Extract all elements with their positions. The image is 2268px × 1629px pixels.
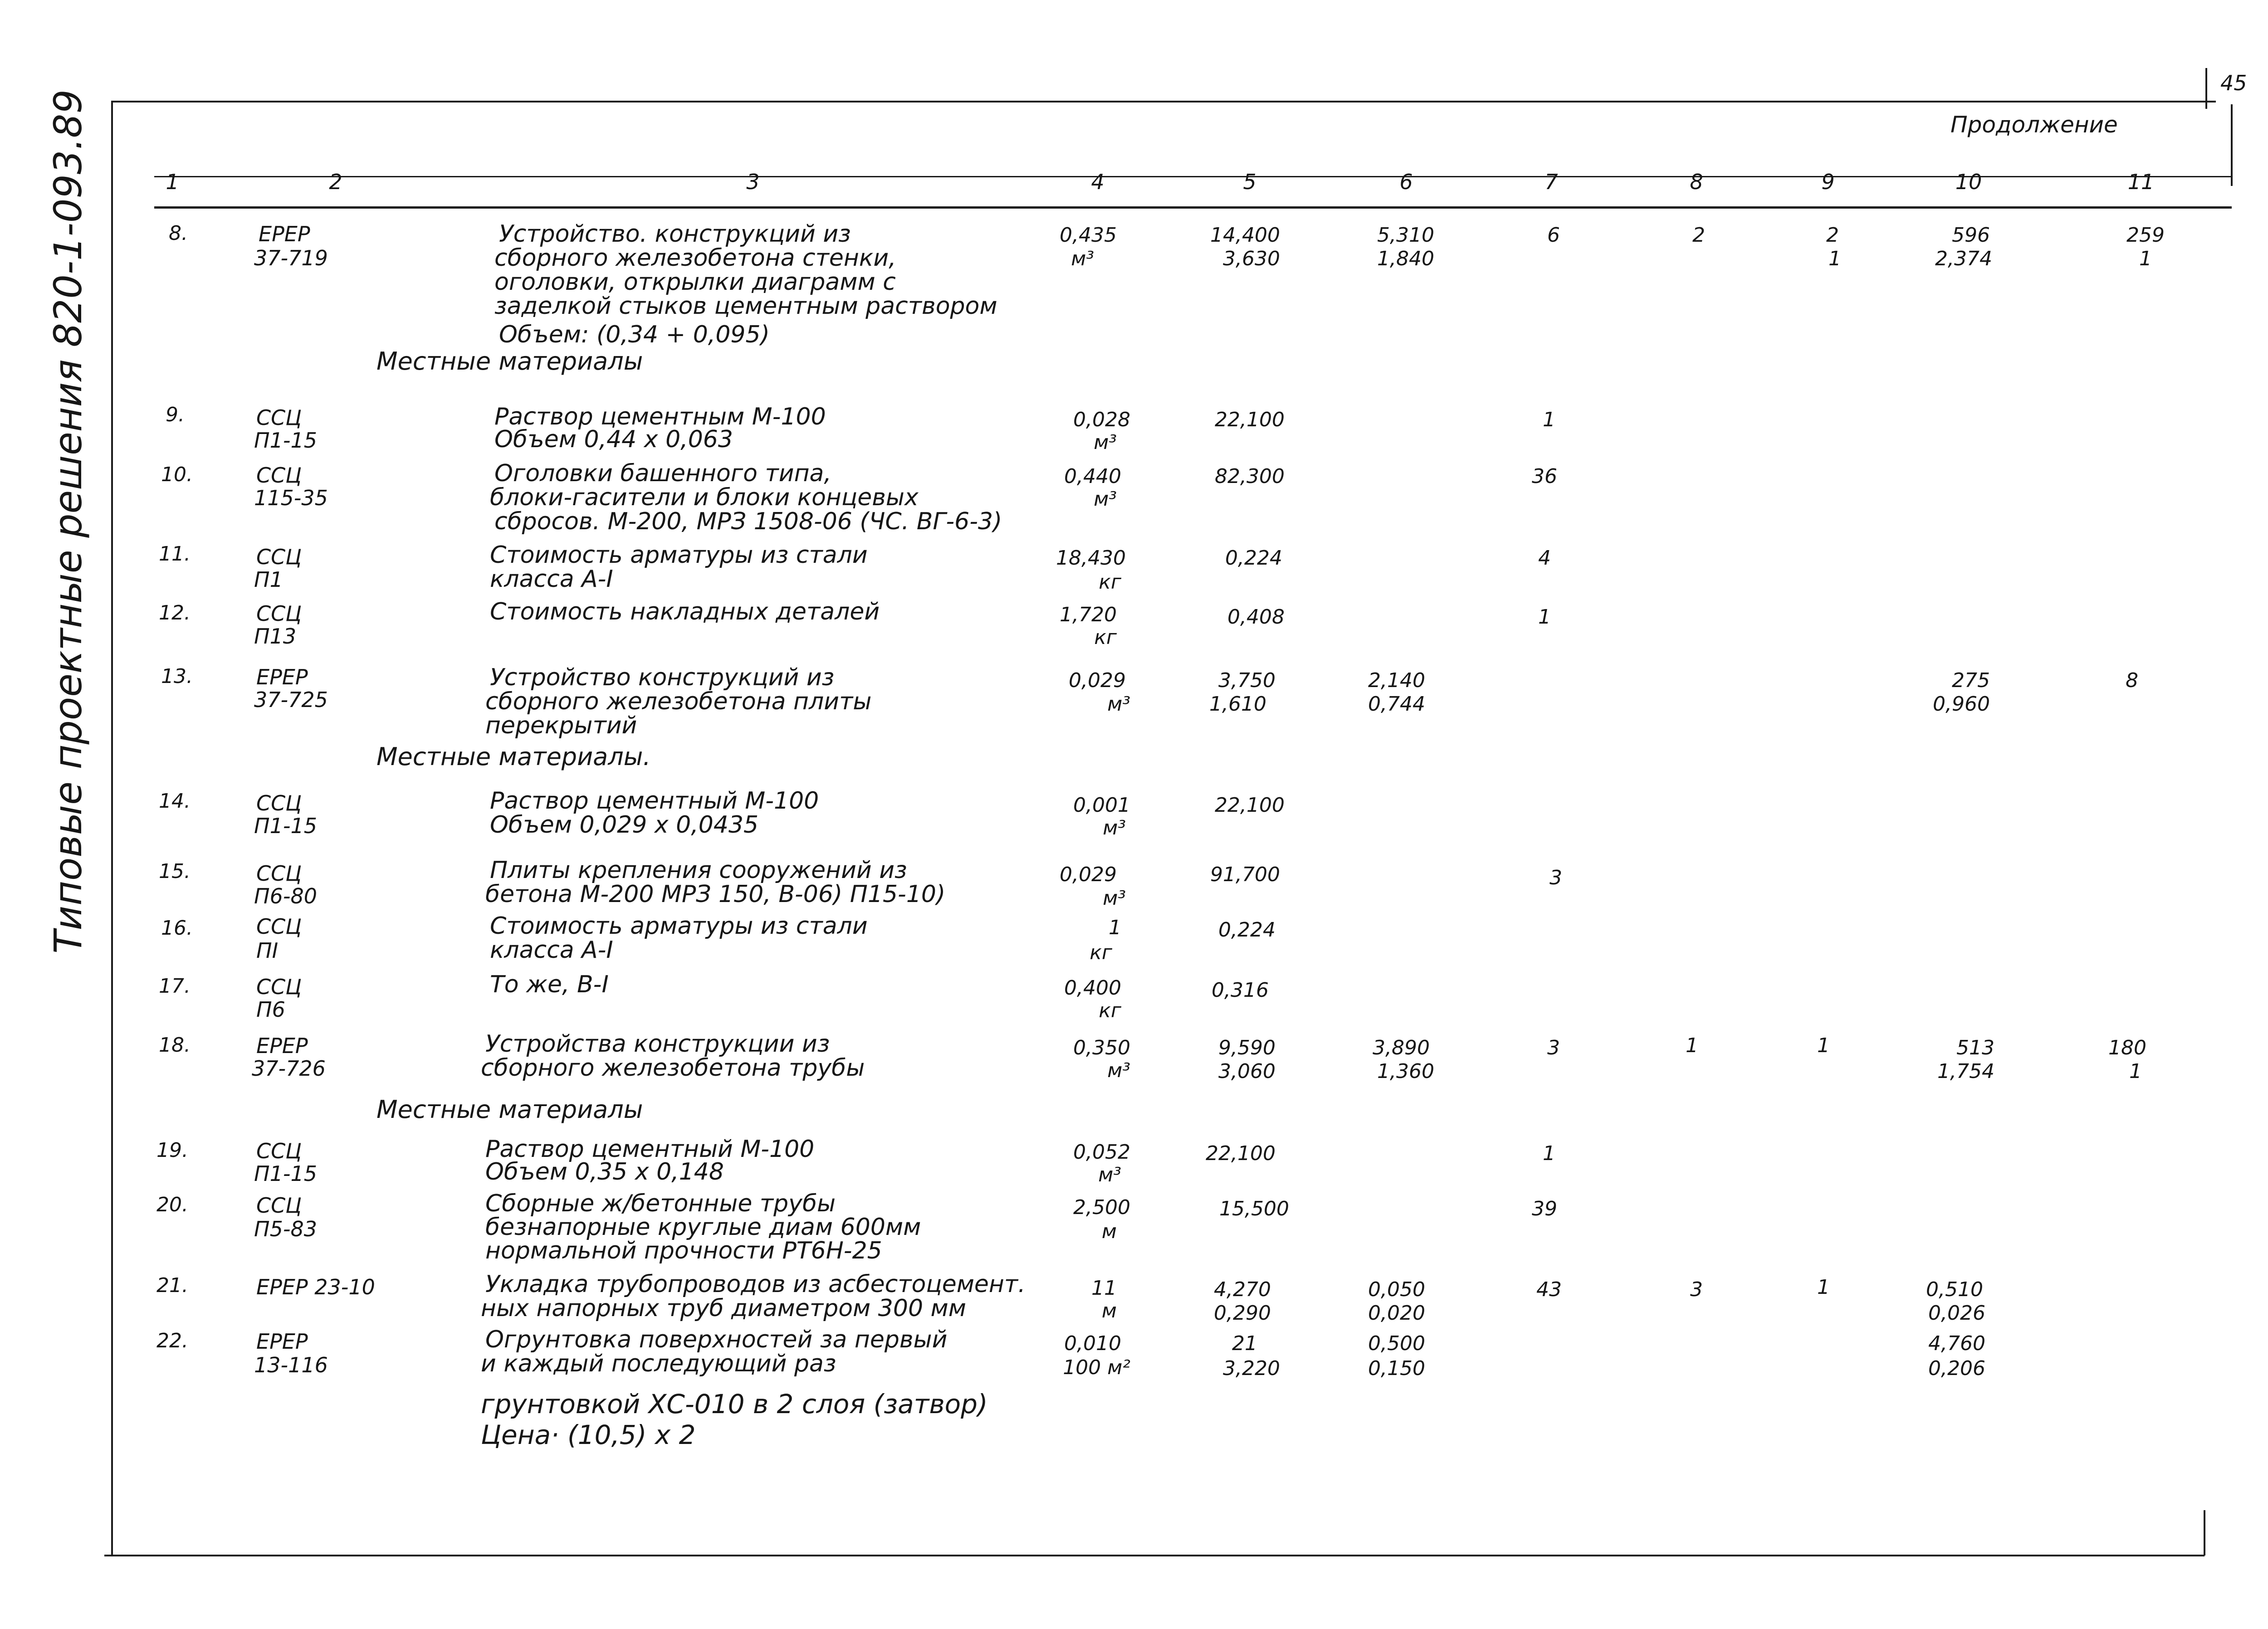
page-number-mark bbox=[2205, 68, 2207, 109]
col4-value: 0,052 bbox=[1073, 1141, 1130, 1164]
row-code: П1-15 bbox=[254, 428, 317, 453]
col5-value: 9,590 bbox=[1218, 1036, 1276, 1059]
row-code: ПI bbox=[256, 938, 279, 963]
col6-value: 1,360 bbox=[1377, 1060, 1434, 1083]
col5-value: 0,224 bbox=[1225, 546, 1282, 570]
row-description: оголовки, открылки диаграмм с bbox=[494, 268, 896, 296]
col4-unit: м³ bbox=[1094, 431, 1117, 454]
row-description: перекрытий bbox=[485, 712, 637, 739]
col5-value: 0,408 bbox=[1227, 605, 1285, 629]
col10-value: 1,754 bbox=[1937, 1060, 1994, 1083]
col8-value: 1 bbox=[1686, 1034, 1698, 1057]
col4-unit: м³ bbox=[1098, 1163, 1121, 1186]
row-description: Раствор цементный М-100 bbox=[490, 787, 819, 814]
col4-value: 0,029 bbox=[1060, 863, 1117, 886]
row-code: ССЦ bbox=[256, 1139, 302, 1163]
col6-value: 3,890 bbox=[1373, 1036, 1430, 1059]
row-description: заделкой стыков цементным раствором bbox=[494, 293, 997, 320]
row-code: П13 bbox=[254, 624, 297, 649]
col10-value: 0,960 bbox=[1933, 693, 1990, 716]
row-description-volume: Объем: (0,34 + 0,095) bbox=[499, 321, 770, 348]
col-header-5: 5 bbox=[1243, 170, 1256, 194]
col11-value: 259 bbox=[2126, 224, 2165, 247]
col4-value: 0,010 bbox=[1064, 1332, 1121, 1355]
col5-value: 21 bbox=[1232, 1332, 1257, 1355]
col-header-7: 7 bbox=[1545, 170, 1558, 194]
col6-value: 0,020 bbox=[1368, 1302, 1425, 1325]
row-description-extra: грунтовкой ХС-010 в 2 слоя (затвор) bbox=[481, 1389, 988, 1419]
col5-value: 1,610 bbox=[1209, 693, 1266, 716]
row-code: 13-116 bbox=[254, 1353, 328, 1377]
col4-value: 2,500 bbox=[1073, 1196, 1130, 1219]
row-number: 10. bbox=[161, 463, 193, 486]
row-code: П1-15 bbox=[254, 1161, 317, 1186]
row-description-extra: Цена· (10,5) х 2 bbox=[481, 1419, 696, 1450]
row-number: 19. bbox=[156, 1139, 188, 1162]
row-code: ЕРЕР bbox=[256, 1329, 308, 1354]
col4-unit: кг bbox=[1099, 571, 1121, 594]
row-description: и каждый последующий раз bbox=[481, 1350, 836, 1377]
col4-value: 0,028 bbox=[1073, 408, 1130, 431]
row-description: сборного железобетона трубы bbox=[481, 1054, 865, 1082]
col6-value: 1,840 bbox=[1377, 247, 1434, 270]
col11-value: 1 bbox=[2129, 1060, 2142, 1083]
row-code: П1-15 bbox=[254, 814, 317, 838]
frame-bottom bbox=[104, 1555, 2204, 1556]
col4-value: 18,430 bbox=[1056, 546, 1126, 570]
col8-value: 3 bbox=[1690, 1278, 1703, 1301]
row-number: 8. bbox=[169, 222, 188, 245]
row-code: ССЦ bbox=[256, 463, 302, 488]
col5-value: 22,100 bbox=[1206, 1142, 1276, 1165]
row-description: Раствор цементный М-100 bbox=[485, 1136, 815, 1163]
row-code: П6-80 bbox=[254, 884, 317, 908]
col4-value: 1 bbox=[1109, 916, 1121, 939]
col10-value: 0,026 bbox=[1928, 1302, 1985, 1325]
col4-value: 0,029 bbox=[1069, 669, 1126, 692]
row-code: ЕРЕР bbox=[256, 665, 308, 689]
row-code: ССЦ bbox=[256, 405, 302, 430]
col8-value: 2 bbox=[1692, 224, 1705, 247]
row-number: 22. bbox=[156, 1329, 188, 1352]
col5-value: 3,630 bbox=[1223, 247, 1280, 270]
col7-value: 3 bbox=[1549, 866, 1562, 889]
col7-value: 43 bbox=[1536, 1278, 1562, 1301]
row-description: Раствор цементным М-100 bbox=[494, 403, 826, 430]
col-header-1: 1 bbox=[166, 170, 179, 194]
row-description: Устройства конструкции из bbox=[485, 1030, 830, 1058]
col4-unit: м³ bbox=[1094, 488, 1117, 511]
row-number: 13. bbox=[161, 665, 193, 688]
col5-value: 0,290 bbox=[1214, 1302, 1271, 1325]
section-heading: Местные материалы bbox=[376, 1095, 643, 1124]
col4-unit: м³ bbox=[1103, 816, 1126, 839]
row-description: Оголовки башенного типа, bbox=[494, 460, 831, 487]
row-code: ССЦ bbox=[256, 1193, 302, 1218]
col-header-10: 10 bbox=[1955, 170, 1982, 194]
row-description: Устройство. конструкций из bbox=[499, 220, 851, 248]
header-line-top bbox=[154, 176, 2232, 177]
col4-unit: м bbox=[1101, 1220, 1117, 1243]
col-header-4: 4 bbox=[1091, 170, 1105, 194]
col4-unit: кг bbox=[1090, 941, 1112, 964]
row-number: 18. bbox=[159, 1034, 191, 1057]
row-code: ЕРЕР 23-10 bbox=[256, 1275, 375, 1299]
side-title: Типовые проектные решения 820-1-093.89 bbox=[46, 89, 90, 954]
col11-value: 8 bbox=[2126, 669, 2138, 692]
col10-value: 275 bbox=[1952, 669, 1990, 692]
col5-value: 3,060 bbox=[1218, 1060, 1276, 1083]
row-description: сбросов. М-200, МРЗ 1508-06 (ЧС. ВГ-6-3) bbox=[494, 508, 1002, 535]
row-description: нормальной прочности РТ6Н-25 bbox=[485, 1237, 882, 1264]
row-code: ЕРЕР bbox=[259, 222, 310, 246]
row-code: ЕРЕР bbox=[256, 1034, 308, 1058]
row-code: ССЦ bbox=[256, 975, 302, 999]
col6-value: 0,150 bbox=[1368, 1357, 1425, 1380]
col7-value: 3 bbox=[1547, 1036, 1560, 1059]
col6-value: 2,140 bbox=[1368, 669, 1425, 692]
row-code: ССЦ bbox=[256, 545, 302, 569]
row-description: сборного железобетона плиты bbox=[485, 688, 872, 715]
col4-unit: 100 м² bbox=[1063, 1356, 1130, 1379]
col4-unit: кг bbox=[1099, 999, 1121, 1022]
row-description: класса А-I bbox=[490, 936, 613, 964]
row-number: 12. bbox=[159, 601, 191, 624]
col5-value: 0,316 bbox=[1212, 979, 1269, 1002]
col10-value: 4,760 bbox=[1928, 1332, 1985, 1355]
col4-value: 1,720 bbox=[1060, 603, 1117, 626]
col4-value: 0,350 bbox=[1073, 1036, 1130, 1059]
col5-value: 3,220 bbox=[1223, 1357, 1280, 1380]
row-number: 20. bbox=[156, 1193, 188, 1216]
col7-value: 1 bbox=[1538, 605, 1551, 629]
col4-unit: м³ bbox=[1103, 887, 1126, 910]
row-code: ССЦ bbox=[256, 791, 302, 815]
col9-value: 1 bbox=[1817, 1034, 1830, 1057]
col11-value: 1 bbox=[2139, 247, 2152, 270]
col6-value: 0,500 bbox=[1368, 1332, 1425, 1355]
page-number: 45 bbox=[2220, 71, 2247, 95]
col5-value: 3,750 bbox=[1218, 669, 1276, 692]
col4-unit: кг bbox=[1094, 626, 1117, 649]
row-number: 17. bbox=[159, 975, 191, 998]
col5-value: 14,400 bbox=[1210, 224, 1280, 247]
col9-value: 1 bbox=[1817, 1276, 1830, 1299]
col9-value: 1 bbox=[1828, 247, 1841, 270]
col10-value: 596 bbox=[1952, 224, 1990, 247]
row-code: ССЦ bbox=[256, 861, 302, 886]
col4-value: 0,435 bbox=[1060, 224, 1117, 247]
row-code: ССЦ bbox=[256, 601, 302, 626]
col4-value: 11 bbox=[1091, 1277, 1117, 1300]
row-description: Стоимость арматуры из стали bbox=[490, 912, 868, 940]
col7-value: 4 bbox=[1538, 546, 1551, 570]
col11-value: 180 bbox=[2108, 1036, 2146, 1059]
frame-right-lower bbox=[2204, 1510, 2205, 1556]
row-description: безнапорные круглые диам 600мм bbox=[485, 1214, 921, 1241]
section-heading: Местные материалы. bbox=[376, 742, 651, 771]
col4-unit: м bbox=[1101, 1299, 1117, 1322]
row-description: ных напорных труб диаметром 300 мм bbox=[481, 1295, 967, 1322]
row-description: блоки-гасители и блоки концевых bbox=[490, 484, 919, 511]
col7-value: 1 bbox=[1543, 1142, 1555, 1165]
col-header-9: 9 bbox=[1821, 170, 1835, 194]
row-code: П6 bbox=[256, 997, 285, 1022]
row-number: 14. bbox=[159, 790, 191, 813]
col6-value: 5,310 bbox=[1377, 224, 1434, 247]
col9-value: 2 bbox=[1826, 224, 1839, 247]
col-header-3: 3 bbox=[746, 170, 760, 194]
frame-right bbox=[2231, 104, 2233, 186]
row-description: Объем 0,44 х 0,063 bbox=[494, 426, 733, 453]
row-code: 37-725 bbox=[254, 688, 328, 712]
col4-unit: м³ bbox=[1107, 693, 1130, 716]
col5-value: 0,224 bbox=[1218, 918, 1276, 941]
row-description: Стоимость накладных деталей bbox=[490, 598, 880, 625]
col5-value: 82,300 bbox=[1215, 465, 1285, 488]
row-description: Огрунтовка поверхностей за первый bbox=[485, 1326, 948, 1353]
row-number: 16. bbox=[161, 917, 193, 940]
col5-value: 15,500 bbox=[1219, 1197, 1289, 1220]
col5-value: 22,100 bbox=[1215, 794, 1285, 817]
col4-value: 0,400 bbox=[1064, 976, 1121, 1000]
row-number: 15. bbox=[159, 860, 191, 883]
col5-value: 4,270 bbox=[1214, 1278, 1271, 1301]
col7-value: 36 bbox=[1532, 465, 1557, 488]
col4-unit: м³ bbox=[1071, 247, 1094, 270]
row-description: Устройство конструкций из bbox=[490, 664, 835, 691]
col5-value: 91,700 bbox=[1210, 863, 1280, 886]
row-description: Укладка трубопроводов из асбестоцемент. bbox=[485, 1271, 1026, 1298]
row-code: П5-83 bbox=[254, 1217, 317, 1241]
row-description: Плиты крепления сооружений из bbox=[490, 857, 907, 884]
row-description: сборного железобетона стенки, bbox=[494, 244, 896, 272]
row-description: Сборные ж/бетонные трубы bbox=[485, 1190, 836, 1217]
row-code: ССЦ bbox=[256, 914, 302, 939]
row-number: 21. bbox=[156, 1274, 188, 1297]
frame-top bbox=[111, 101, 2216, 102]
section-heading: Местные материалы bbox=[376, 347, 643, 376]
col-header-6: 6 bbox=[1399, 170, 1413, 194]
col10-value: 513 bbox=[1956, 1036, 1994, 1059]
col10-value: 0,206 bbox=[1928, 1357, 1985, 1380]
row-description: класса А-I bbox=[490, 566, 613, 593]
col10-value: 0,510 bbox=[1926, 1278, 1983, 1301]
col6-value: 0,050 bbox=[1368, 1278, 1425, 1301]
col4-value: 0,001 bbox=[1073, 794, 1130, 817]
col7-value: 39 bbox=[1532, 1197, 1557, 1220]
header-line-bottom bbox=[154, 206, 2232, 209]
row-code: 37-726 bbox=[252, 1056, 326, 1081]
row-description: Объем 0,35 х 0,148 bbox=[485, 1158, 724, 1185]
col7-value: 6 bbox=[1547, 224, 1560, 247]
col4-value: 0,440 bbox=[1064, 465, 1121, 488]
row-code: 115-35 bbox=[254, 486, 328, 510]
continuation-label: Продолжение bbox=[1950, 112, 2118, 138]
row-code: 37-719 bbox=[254, 246, 328, 270]
col5-value: 22,100 bbox=[1215, 408, 1285, 431]
col6-value: 0,744 bbox=[1368, 693, 1425, 716]
row-description: Стоимость арматуры из стали bbox=[490, 541, 868, 569]
row-description: То же, В-I bbox=[490, 971, 609, 998]
col7-value: 1 bbox=[1543, 408, 1555, 431]
col10-value: 2,374 bbox=[1935, 247, 1992, 270]
row-description: бетона М-200 МРЗ 150, В-06) П15-10) bbox=[485, 881, 946, 908]
col-header-11: 11 bbox=[2127, 170, 2155, 194]
row-description: Объем 0,029 х 0,0435 bbox=[490, 811, 759, 839]
row-number: 11. bbox=[159, 542, 191, 566]
col-header-8: 8 bbox=[1690, 170, 1703, 194]
col-header-2: 2 bbox=[329, 170, 342, 194]
row-code: П1 bbox=[254, 567, 283, 592]
row-number: 9. bbox=[166, 403, 185, 426]
col4-unit: м³ bbox=[1107, 1059, 1130, 1082]
frame-left bbox=[111, 101, 113, 1556]
